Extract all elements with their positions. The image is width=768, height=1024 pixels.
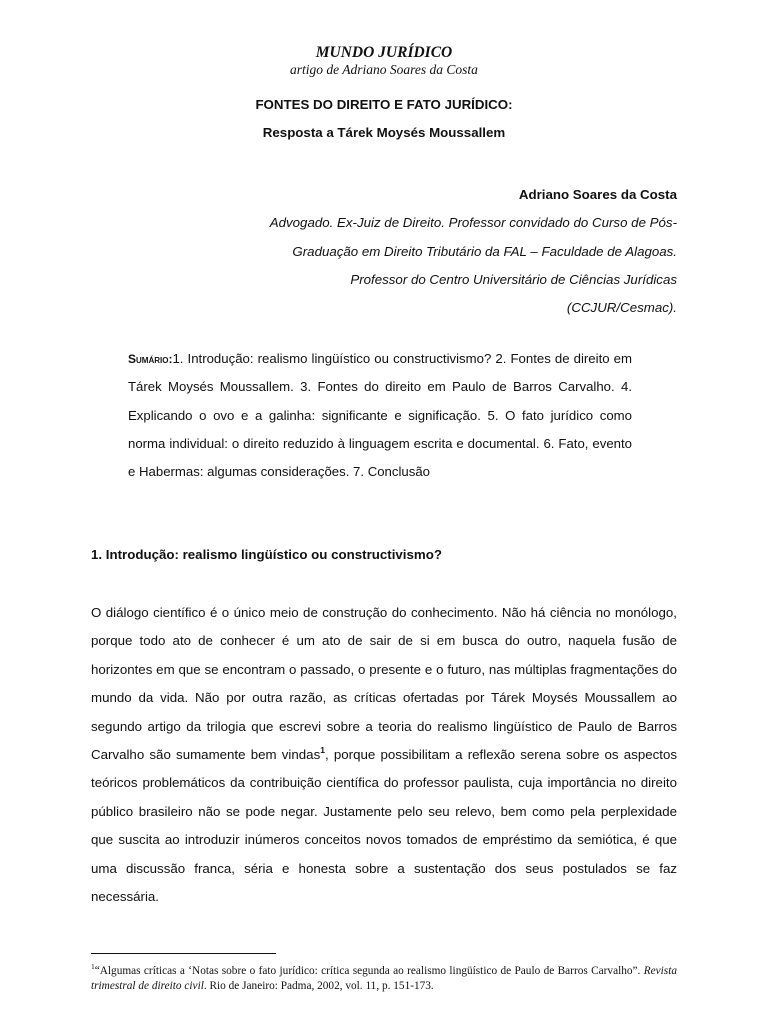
summary-paragraph <box>128 345 632 486</box>
author-block <box>177 181 677 322</box>
section-heading: 1. Introdução: realismo lingüístico ou constructivismo? <box>91 547 442 562</box>
footnote-reference[interactable]: 1 <box>320 744 325 755</box>
footnote-journal-title: Revista trimestral de direito civil <box>91 964 677 993</box>
summary-label: Sumário: <box>128 352 173 366</box>
author-affiliation-line: Graduação em Direito Tributário da FAL – Faculdade de Alagoas. <box>292 243 677 259</box>
author-name: Adriano Soares da Costa <box>518 187 677 202</box>
author-affiliation-line: (CCJUR/Cesmac). <box>566 300 677 316</box>
footnote-text: “Algumas críticas a ‘Notas sobre o fato jurídico: crítica segunda ao realismo lingüístico de Paulo de Barros Carvalho”. <box>94 964 644 977</box>
masthead-subtitle: artigo de Adriano Soares da Costa <box>290 62 478 77</box>
footnote-divider <box>91 953 276 954</box>
paragraph-text: O diálogo científico é o único meio de construção do conhecimento. Não há ciência no monólogo, porque todo ato de conhecer é um ato de sair de si em busca do outro, naquela fusão de horizontes em que se encontram o passado, o presente e o futuro, nas múltiplas fragmentações do mundo da vida. Não por outra razão, as críticas ofertadas por Tárek Moysés Moussallem ao segundo artigo da trilogia que escrevi sobre a teoria do realismo lingüístico de Paulo de Barros Carvalho são sumamente bem vindas <box>91 605 677 763</box>
masthead-title: MUNDO JURÍDICO <box>315 44 453 61</box>
author-affiliation-line: Professor do Centro Universitário de Ciências Jurídicas <box>350 271 677 287</box>
author-affiliation-line: Advogado. Ex-Juiz de Direito. Professor convidado do Curso de Pós- <box>269 215 677 231</box>
article-title: FONTES DO DIREITO E FATO JURÍDICO: <box>255 97 513 112</box>
footnote-number: 1 <box>91 962 95 971</box>
footnote-text: . Rio de Janeiro: Padma, 2002, vol. 11, p. 151-173. <box>203 980 434 993</box>
article-subtitle: Resposta a Tárek Moysés Moussallem <box>262 125 506 140</box>
paragraph-text: , porque possibilitam a reflexão serena sobre os aspectos teóricos problemáticos da contribuição científica do professor paulista, cuja importância no direito público brasileiro não se pode negar. Justamente pelo seu relevo, bem como pela perplexidade que suscita ao introduzir inúmeros conceitos novos tomados de empréstimo da semiótica, é que uma discussão franca, séria e honesta sobre a sustentação dos seus postulados se faz necessária. <box>91 747 677 905</box>
footnote <box>91 959 677 995</box>
body-paragraph <box>91 599 677 911</box>
summary-text: 1. Introdução: realismo lingüístico ou constructivismo? 2. Fontes de direito em Tárek Moysés Moussallem. 3. Fontes do direito em Paulo de Barros Carvalho. 4. Explicando o ovo e a galinha: significante e significação. 5. O fato jurídico como norma individual: o direito reduzido à linguagem escrita e documental. 6. Fato, evento e Habermas: algumas considerações. 7. Conclusão <box>128 351 632 480</box>
